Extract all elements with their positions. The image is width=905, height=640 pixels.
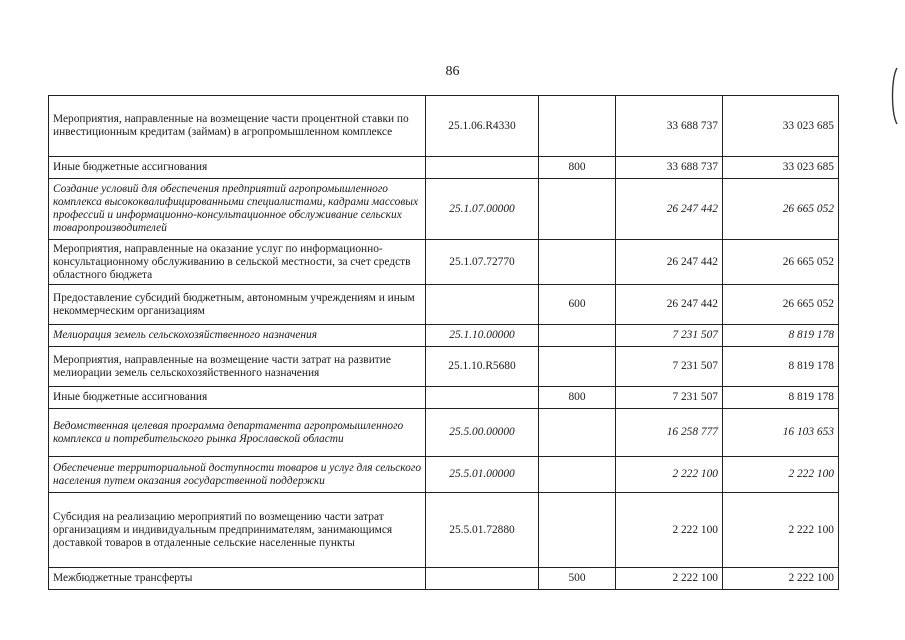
table-row xyxy=(49,387,839,409)
table-row xyxy=(49,285,839,325)
page-number: 86 xyxy=(445,64,460,79)
row-name-cell: Мероприятия, направленные на оказание услуг по информационно-консультационному обслуживанию в сельской местности, за счет средств областного бюджета xyxy=(49,240,426,285)
row-amount-year1-cell: 2 222 100 xyxy=(616,457,723,493)
row-code-cell xyxy=(426,387,539,409)
row-code-cell: 25.1.07.72770 xyxy=(426,240,539,285)
row-amount-year2-cell: 2 222 100 xyxy=(723,493,839,568)
row-expense-type-cell xyxy=(539,179,616,240)
row-amount-year2-cell: 33 023 685 xyxy=(723,96,839,157)
row-amount-year1-cell: 2 222 100 xyxy=(616,493,723,568)
row-expense-type-cell xyxy=(539,409,616,457)
table-row xyxy=(49,409,839,457)
row-expense-type-cell xyxy=(539,325,616,347)
row-name-cell: Обеспечение территориальной доступности товаров и услуг для сельского населения путем оказания государственной поддержки xyxy=(49,457,426,493)
row-code-cell: 25.5.01.00000 xyxy=(426,457,539,493)
table-row xyxy=(49,347,839,387)
row-amount-year1-cell: 7 231 507 xyxy=(616,387,723,409)
row-name-cell: Иные бюджетные ассигнования xyxy=(49,157,426,179)
table-row xyxy=(49,96,839,157)
row-amount-year1-cell: 7 231 507 xyxy=(616,325,723,347)
row-expense-type-cell xyxy=(539,493,616,568)
row-amount-year2-cell: 2 222 100 xyxy=(723,457,839,493)
table-row xyxy=(49,179,839,240)
row-amount-year2-cell: 8 819 178 xyxy=(723,387,839,409)
table-row xyxy=(49,568,839,590)
row-amount-year1-cell: 26 247 442 xyxy=(616,285,723,325)
row-amount-year2-cell: 26 665 052 xyxy=(723,285,839,325)
row-amount-year1-cell: 2 222 100 xyxy=(616,568,723,590)
row-expense-type-cell xyxy=(539,457,616,493)
row-expense-type-cell: 600 xyxy=(539,285,616,325)
row-expense-type-cell: 800 xyxy=(539,387,616,409)
row-name-cell: Создание условий для обеспечения предприятий агропромышленного комплекса высококвалифицированными специалистами, кадрами массовых профессий и информационно-консультационное обслуживание сельских товаропроизводителей xyxy=(49,179,426,240)
row-name-cell: Предоставление субсидий бюджетным, автономным учреждениям и иным некоммерческим организациям xyxy=(49,285,426,325)
row-expense-type-cell: 800 xyxy=(539,157,616,179)
row-amount-year2-cell: 2 222 100 xyxy=(723,568,839,590)
table-row xyxy=(49,325,839,347)
budget-table-body xyxy=(49,96,839,590)
row-name-cell: Ведомственная целевая программа департамента агропромышленного комплекса и потребительского рынка Ярославской области xyxy=(49,409,426,457)
row-amount-year2-cell: 26 665 052 xyxy=(723,179,839,240)
row-code-cell: 25.1.10.00000 xyxy=(426,325,539,347)
table-row xyxy=(49,157,839,179)
row-amount-year1-cell: 16 258 777 xyxy=(616,409,723,457)
row-expense-type-cell xyxy=(539,347,616,387)
row-name-cell: Мелиорация земель сельскохозяйственного назначения xyxy=(49,325,426,347)
row-code-cell: 25.1.10.R5680 xyxy=(426,347,539,387)
row-code-cell: 25.1.06.R4330 xyxy=(426,96,539,157)
row-code-cell: 25.5.00.00000 xyxy=(426,409,539,457)
row-name-cell: Иные бюджетные ассигнования xyxy=(49,387,426,409)
row-amount-year1-cell: 26 247 442 xyxy=(616,240,723,285)
row-code-cell: 25.1.07.00000 xyxy=(426,179,539,240)
budget-table xyxy=(48,95,839,590)
row-name-cell: Мероприятия, направленные на возмещение части процентной ставки по инвестиционным кредитам (займам) в агропромышленном комплексе xyxy=(49,96,426,157)
table-row xyxy=(49,240,839,285)
row-code-cell xyxy=(426,157,539,179)
row-amount-year2-cell: 8 819 178 xyxy=(723,325,839,347)
row-expense-type-cell xyxy=(539,240,616,285)
row-amount-year1-cell: 33 688 737 xyxy=(616,96,723,157)
margin-bracket-mark xyxy=(889,66,899,126)
row-amount-year1-cell: 7 231 507 xyxy=(616,347,723,387)
row-code-cell: 25.5.01.72880 xyxy=(426,493,539,568)
row-name-cell: Межбюджетные трансферты xyxy=(49,568,426,590)
row-expense-type-cell xyxy=(539,96,616,157)
row-amount-year2-cell: 26 665 052 xyxy=(723,240,839,285)
row-amount-year2-cell: 8 819 178 xyxy=(723,347,839,387)
row-amount-year1-cell: 26 247 442 xyxy=(616,179,723,240)
row-code-cell xyxy=(426,568,539,590)
row-amount-year2-cell: 16 103 653 xyxy=(723,409,839,457)
table-row xyxy=(49,457,839,493)
row-amount-year2-cell: 33 023 685 xyxy=(723,157,839,179)
row-code-cell xyxy=(426,285,539,325)
row-amount-year1-cell: 33 688 737 xyxy=(616,157,723,179)
row-expense-type-cell: 500 xyxy=(539,568,616,590)
row-name-cell: Субсидия на реализацию мероприятий по возмещению части затрат организациям и индивидуальным предпринимателям, занимающимся доставкой товаров в отдаленные сельские населенные пункты xyxy=(49,493,426,568)
table-row xyxy=(49,493,839,568)
row-name-cell: Мероприятия, направленные на возмещение части затрат на развитие мелиорации земель сельскохозяйственного назначения xyxy=(49,347,426,387)
